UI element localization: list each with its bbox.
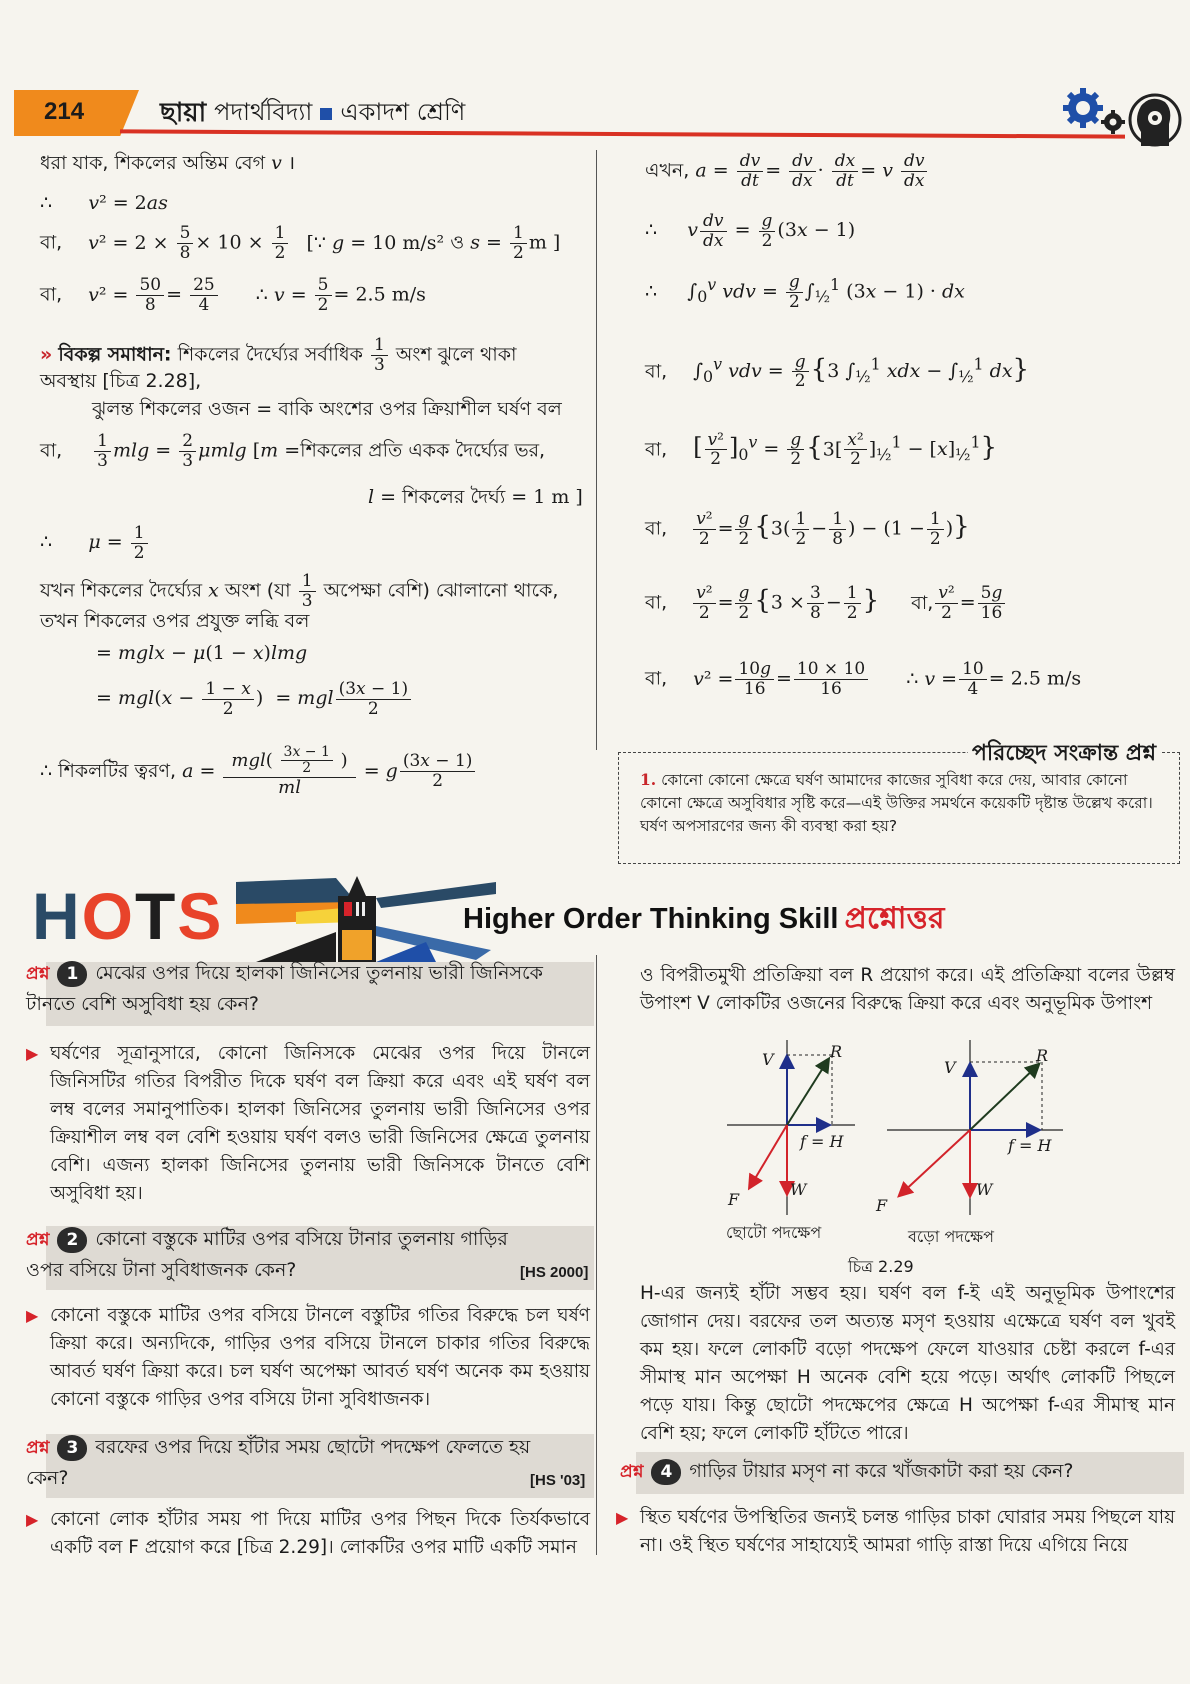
equation-line: l = শিকলের দৈর্ঘ্য = 1 m ] — [368, 486, 583, 508]
equation-line: ∴ v² = 2as — [40, 192, 168, 214]
lighthouse-icon — [236, 872, 496, 962]
double-chevron-icon: » — [40, 343, 53, 366]
text-line: তখন শিকলের ওপর প্রযুক্ত লব্ধি বল — [40, 610, 310, 632]
question-text: গাড়ির টায়ার মসৃণ না করে খাঁজকাটা করা হয় কেন? — [689, 1460, 1074, 1482]
equation-line: বা, $\frac{\text{v²}}{2}$ = $\frac{g}{2}$ {3( $\frac{1}{2}$ − $\frac{1}{8}$ ) − (1 − $\frac{1}{2}$ )} — [645, 509, 970, 549]
equation-line: বা, v² = $\frac{10g}{16}$ = $\frac{10 \times 10}{16}$ ∴ v = $\frac{10}{4}$ = 2.5 m/s — [645, 659, 1082, 699]
question-number-badge: 1 — [57, 961, 87, 987]
label-R: R — [1036, 1046, 1049, 1065]
equation-line: ∴ μ = $\frac{1}{2}$ — [40, 524, 150, 562]
class-name: একাদশ শ্রেণি — [340, 98, 466, 126]
gears-head-icon — [1055, 80, 1185, 150]
question-text: বরফের ওপর দিয়ে হাঁটার সময় ছোটো পদক্ষেপ ফেলতে হয় কেন? — [26, 1436, 531, 1489]
column-divider-bottom — [596, 955, 597, 1555]
header-rule — [120, 129, 1125, 138]
question-3: প্রশ্ন 3 বরফের ওপর দিয়ে হাঁটার সময় ছোটো পদক্ষেপ ফেলতে হয় কেন? — [26, 1436, 531, 1489]
small-step-label: ছোটো পদক্ষেপ — [726, 1223, 822, 1242]
column-divider-top — [596, 150, 597, 750]
question-text: মেঝের ওপর দিয়ে হালকা জিনিসের তুলনায় ভারী জিনিসকে টানতে বেশি অসুবিধা হয় কেন? — [26, 962, 543, 1015]
label-fH: f = H — [800, 1132, 844, 1151]
answer-4: ▶ স্থিত ঘর্ষণের উপস্থিতির জন্যই চলন্ত গাড়ির চাকা ঘোরার সময় পিছলে যায় না। ওই স্থিত ঘর্ষণের সাহায্যেই আমরা গাড়ি রাস্তা দিয়ে এগিয়ে নিয়ে — [640, 1504, 1175, 1560]
equation-line: = mglx − μ(1 − x)lmg — [96, 642, 308, 664]
answer-3-continued: ও বিপরীতমুখী প্রতিক্রিয়া বল R প্রয়োগ করে। এই প্রতিক্রিয়া বলের উল্লম্ব উপাংশ V লোকটির ওজনের বিরুদ্ধে ক্রিয়া করে এবং অনুভূমিক উপাংশ — [640, 965, 1175, 1014]
equation-line: ∴ v $\frac{dv}{dx}$ = $\frac{g}{2}$ (3x − 1) — [645, 211, 856, 251]
label-W: W — [976, 1180, 993, 1199]
equation-line: বা, v² = 2 × $\frac{5}{8}$ × 10 × $\frac{1}{2}$ [∵ g = 10 m/s² ও s = $\frac{1}{2}$ m ] — [40, 223, 561, 263]
label-W: W — [790, 1180, 807, 1199]
answer-3: ▶ কোনো লোক হাঁটার সময় পা দিয়ে মাটির ওপর পিছন দিকে তির্যকভাবে একটি বল F প্রয়োগ করে [চিত্র 2.29]। লোকটির ওপর মাটি একটি সমান — [50, 1506, 590, 1562]
text-line: ধরা যাক, শিকলের অন্তিম বেগ v । — [40, 152, 296, 174]
question-number-badge: 2 — [57, 1227, 87, 1253]
hots-title-bn: প্রশ্নোত্তর — [844, 901, 945, 936]
question-1: প্রশ্ন 1 মেঝের ওপর দিয়ে হালকা জিনিসের তুলনায় ভারী জিনিসকে টানতে বেশি অসুবিধা হয় কেন? — [26, 962, 543, 1015]
question-number: 1. — [640, 770, 657, 789]
label-F: F — [728, 1190, 740, 1209]
equation-line: বা, v² = $\frac{50}{8}$ = $\frac{25}{4}$ ∴ v = $\frac{5}{2}$ = 2.5 m/s — [40, 275, 426, 315]
equation-line: ∴ $\int_0^v$ vdv = $\frac{g}{2}$ $\int_{\frac{1}{2}}^1$ (3x − 1) · dx — [645, 272, 965, 312]
subject-name: পদার্থবিদ্যা — [214, 98, 313, 126]
alternate-solution-line: » বিকল্প সমাধান: শিকলের দৈর্ঘ্যের সর্বাধিক $\frac{1}{3}$ অংশ ঝুলে থাকা — [40, 335, 517, 375]
answer-2: ▶ কোনো বস্তুকে মাটির ওপর বসিয়ে টানলে বস্তুটির গতির বিরুদ্ধে চল ঘর্ষণ ক্রিয়া করে। অন্যদিকে, গাড়ির ওপর বসিয়ে টানলে চাকার গতির বিরুদ্ধে আবর্ত ঘর্ষণ ক্রিয়া করে। চল ঘর্ষণ অপেক্ষা আবর্ত ঘর্ষণ অনেক কম হওয়ায় কোনো বস্তুকে গাড়ির ওপর বসিয়ে টানা সুবিধাজনক। — [50, 1302, 590, 1414]
question-number-badge: 3 — [57, 1435, 87, 1461]
hots-title — [463, 894, 944, 945]
label-V: V — [944, 1058, 956, 1077]
text-line: ঝুলন্ত শিকলের ওজন = বাকি অংশের ওপর ক্রিয়াশীল ঘর্ষণ বল — [92, 398, 562, 420]
triangle-bullet-icon: ▶ — [26, 1306, 39, 1325]
question-2: প্রশ্ন 2 কোনো বস্তুকে মাটির ওপর বসিয়ে টানার তুলনায় গাড়ির ওপর বসিয়ে টানা সুবিধাজনক কেন? — [26, 1228, 508, 1281]
equation-line: বা, $\frac{1}{3}$ mlg = $\frac{2}{3}$ μmlg [m =শিকলের প্রতি একক দৈর্ঘ্যের ভর, — [40, 431, 546, 471]
square-bullet-icon — [320, 108, 332, 120]
equation-line: বা, $\int_0^v$ vdv = $\frac{g}{2}$ {3 $\int_{\frac{1}{2}}^1$ xdx − $\int_{\frac{1}{2}}^1$ dx} — [645, 351, 1030, 392]
answer-3-continued-2: H-এর জন্যই হাঁটা সম্ভব হয়। ঘর্ষণ বল f-ই এই অনুভূমিক উপাংশের জোগান দেয়। বরফের তল অত্যন্ত মসৃণ হওয়ায় এক্ষেত্রে ঘর্ষণ বল খুবই কম হয়। ফলে লোকটি বড়ো পদক্ষেপ ফেলে যাওয়ার চেষ্টা করলে f-এর সীমাস্থ মান অপেক্ষা H অনেক বেশি হয়ে পড়ে। অর্থাৎ লোকটি পিছলে পড়ে যায়। কিন্তু ছোটো পদক্ষেপের ক্ষেত্রে H অপেক্ষা f-এর সীমাস্থ মান বেশি হয়; ফলে লোকটি হাঁটতে পারে। — [640, 1283, 1175, 1444]
figure-caption: চিত্র 2.29 — [848, 1257, 914, 1276]
question-4: প্রশ্ন 4 গাড়ির টায়ার মসৃণ না করে খাঁজকাটা করা হয় কেন? — [620, 1456, 1180, 1487]
equation-line: বা, [ $\frac{\text{v²}}{2}$ ]$_0^v$ = $\frac{g}{2}$ {3[ $\frac{\text{x²}}{2}$ ]$_{\frac{1}{2}}^1 - [x]_{\frac{1}{2}}^1$} — [645, 429, 998, 470]
hots-title-en: Higher Order Thinking Skill — [463, 903, 839, 935]
large-step-diagram — [887, 1040, 1063, 1215]
brand-name: ছায়া — [160, 98, 207, 128]
answer-1: ▶ ঘর্ষণের সূত্রানুসারে, কোনো জিনিসকে মেঝের ওপর দিয়ে টানলে জিনিসটির গতির বিপরীত দিকে ঘর্ষণ বল ক্রিয়া করে এবং এই ঘর্ষণ বল লম্ব বলের সমানুপাতিক। হালকা জিনিসের তুলনায় ভারী জিনিসের ওপর ক্রিয়াশীল লম্ব বল বেশি হওয়ায় ঘর্ষণ বলও ভারী জিনিসের ক্ষেত্রে তুলনায় বেশি। এজন্য হালকা জিনিসের তুলনায় ভারী জিনিসকে টানতে বেশি অসুবিধা হয়। — [50, 1040, 590, 1208]
exam-tag: [HS 2000] — [520, 1264, 589, 1281]
question-number-badge: 4 — [651, 1459, 681, 1485]
page-number: 214 — [44, 98, 85, 125]
equation-line: ∴ শিকলটির ত্বরণ, a = mgl( $\frac{3x - 1}{2}$ ) ml = g $\frac{(3x - 1)}{2}$ — [40, 745, 477, 798]
label-F: F — [876, 1196, 888, 1215]
triangle-bullet-icon: ▶ — [26, 1510, 39, 1529]
chapter-question-item — [640, 768, 1170, 838]
label-fH: f = H — [1008, 1136, 1052, 1155]
exam-tag: [HS '03] — [530, 1472, 586, 1489]
figure-2-29 — [700, 1035, 1100, 1235]
label-R: R — [830, 1042, 843, 1061]
chapter-questions-title: পরিচ্ছেদ সংক্রান্ত প্রশ্ন — [968, 736, 1160, 773]
question-text: কোনো বস্তুকে মাটির ওপর বসিয়ে টানার তুলনায় গাড়ির ওপর বসিয়ে টানা সুবিধাজনক কেন? — [26, 1228, 508, 1281]
label-V: V — [762, 1050, 774, 1069]
triangle-bullet-icon: ▶ — [26, 1044, 39, 1063]
equation-line: = mgl(x − $\frac{1 - x}{2}$ ) = mgl $\frac{(3x - 1)}{2}$ — [96, 680, 413, 718]
text-line: যখন শিকলের দৈর্ঘ্যের x অংশ (যা $\frac{1}{3}$ অপেক্ষা বেশি) ঝোলানো থাকে, — [40, 571, 559, 611]
alternate-solution-heading: বিকল্প সমাধান: — [58, 343, 172, 366]
hots-logo: HOTS — [32, 879, 224, 953]
text-line: অবস্থায় [চিত্র 2.28], — [40, 370, 202, 392]
equation-line: বা, $\frac{\text{v²}}{2}$ = $\frac{g}{2}$ {3 × $\frac{3}{8}$ − $\frac{1}{2}$ } বা, $\frac{\text{v²}}{2}$ = $\frac{5g}{16}$ — [645, 584, 1007, 622]
equation-line: এখন, a = $\frac{dv}{dt}$ = $\frac{dv}{dx}$ · $\frac{dx}{dt}$ = v $\frac{dv}{dx}$ — [645, 152, 929, 190]
large-step-label: বড়ো পদক্ষেপ — [908, 1227, 995, 1246]
triangle-bullet-icon: ▶ — [616, 1508, 629, 1527]
question-text: কোনো কোনো ক্ষেত্রে ঘর্ষণ আমাদের কাজের সুবিধা করে দেয়, আবার কোনো কোনো ক্ষেত্রে অসুবিধার সৃষ্টি করে—এই উক্তির সমর্থনে কয়েকটি দৃষ্টান্ত উল্লেখ করো। ঘর্ষণ অপসারণের জন্য কী ব্যবস্থা করা হয়? — [640, 771, 1153, 835]
